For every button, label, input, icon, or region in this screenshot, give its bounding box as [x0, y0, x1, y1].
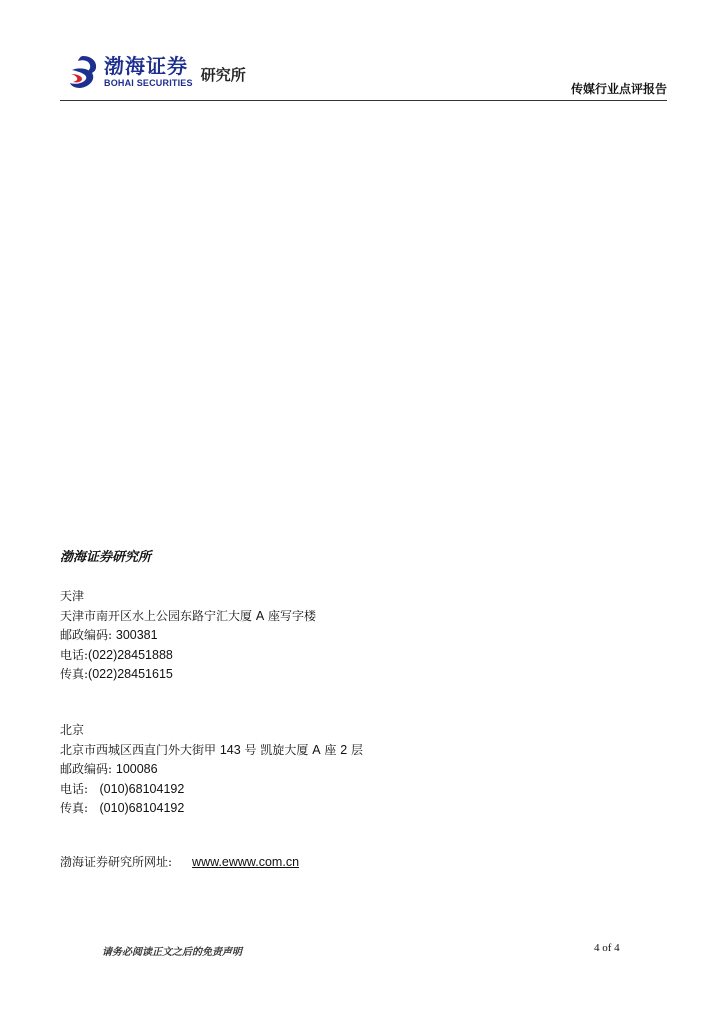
tianjin-postcode: 邮政编码: 300381 — [60, 628, 158, 643]
website-link[interactable]: www.ewww.com.cn — [192, 855, 300, 870]
report-type: 传媒行业点评报告 — [570, 82, 667, 96]
beijing-fax: 传真: (010)68104192 — [60, 801, 185, 816]
beijing-address: 北京市西城区西直门外大街甲 143 号 凯旋大厦 A 座 2 层 — [60, 742, 363, 757]
org-title: 渤海证券研究所 — [60, 550, 152, 565]
tianjin-phone: 电话:(022)28451888 — [60, 647, 173, 662]
page-number: 4 of 4 — [594, 942, 620, 954]
bohai-logo-icon — [68, 55, 98, 89]
logo-text — [104, 56, 193, 88]
website-row — [60, 853, 620, 872]
logo-chinese-name: 渤海证券 — [104, 54, 188, 78]
beijing-phone: 电话: (010)68104192 — [60, 781, 185, 796]
spacer — [60, 818, 620, 853]
tianjin-address: 天津市南开区水上公园东路宁汇大厦 A 座写字楼 — [60, 608, 317, 623]
website-label: 渤海证券研究所网址: — [60, 855, 173, 870]
contact-section — [60, 548, 620, 873]
tianjin-fax: 传真:(022)28451615 — [60, 667, 173, 682]
beijing-postcode: 邮政编码: 100086 — [60, 762, 158, 777]
disclaimer-note: 请务必阅读正文之后的免责声明 — [102, 947, 242, 958]
logo-subtitle: 研究所 — [200, 65, 246, 84]
spacer — [60, 684, 620, 721]
logo-english-name: BOHAI SECURITIES — [104, 78, 193, 88]
beijing-city: 北京 — [60, 723, 85, 738]
page-header — [60, 46, 667, 101]
company-logo — [68, 52, 246, 92]
tianjin-city: 天津 — [60, 589, 85, 604]
